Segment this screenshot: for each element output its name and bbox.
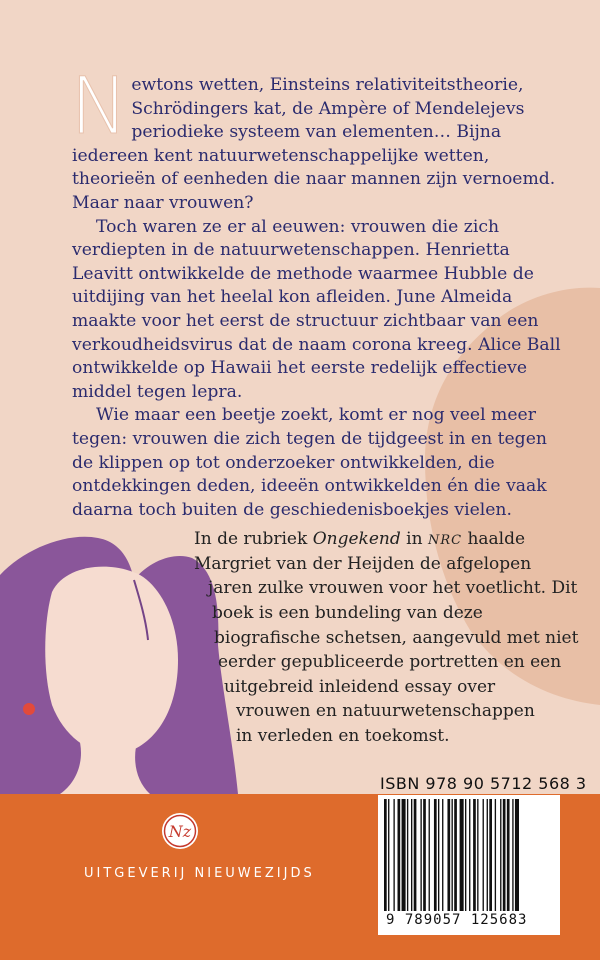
- barcode-bar: [434, 799, 437, 911]
- barcode: [378, 795, 560, 935]
- about-line-1-part-c: in: [400, 529, 428, 549]
- about-line-6: eerder gepubliceerde portretten en een: [218, 652, 562, 672]
- about-column-name: Ongekend: [312, 529, 401, 549]
- barcode-bar: [414, 799, 417, 911]
- intro-text: [70, 62, 572, 522]
- barcode-bars: [384, 799, 554, 911]
- barcode-bar: [423, 799, 426, 911]
- barcode-bar: [473, 799, 476, 911]
- barcode-bar: [500, 799, 501, 911]
- barcode-bar: [515, 799, 519, 911]
- barcode-bar: [469, 799, 470, 911]
- barcode-bar: [420, 799, 421, 911]
- about-line-4: boek is een bundeling van deze: [212, 603, 483, 623]
- barcode-bar: [393, 799, 394, 911]
- about-line-7: uitgebreid inleidend essay over: [224, 677, 496, 697]
- publisher-logo-text: Nz: [168, 822, 192, 841]
- barcode-bar: [411, 799, 412, 911]
- barcode-bar: [447, 799, 450, 911]
- woman-portrait-illustration: [0, 537, 238, 794]
- about-line-1-part-e: haalde: [462, 529, 526, 549]
- barcode-bar: [398, 799, 401, 911]
- publisher-logo: [161, 812, 199, 850]
- earring-dot: [23, 703, 35, 715]
- intro-paragraph-3: Wie maar een beetje zoekt, komt er nog veel meer tegen: vrouwen die zich tegen de tijdgeest in en tegen de klippen op tot onderzoeker ontwikkelden, die ontdekkingen deden, ideeën ontwikkelden én die vaak daarna toch buiten de geschiedenisboekjes vielen.: [72, 405, 547, 520]
- barcode-bar: [507, 799, 510, 911]
- barcode-bar: [442, 799, 443, 911]
- barcode-bar: [407, 799, 408, 911]
- about-line-2: Margriet van der Heijden de afgelopen: [194, 554, 532, 574]
- barcode-bar: [402, 799, 406, 911]
- about-line-1-part-a: In de rubriek: [194, 529, 313, 549]
- barcode-bar: [495, 799, 496, 911]
- barcode-bar: [429, 799, 430, 911]
- about-line-1: [194, 529, 525, 549]
- barcode-bar: [512, 799, 513, 911]
- barcode-bar: [438, 799, 439, 911]
- intro-paragraph-1-text: ewtons wetten, Einsteins relativiteitstheorie, Schrödingers kat, de Ampère of Mendelejevs periodieke systeem van elementen… Bijna iedereen kent natuurwetenschappelijke wetten, theorieën of eenheden die naar mannen zijn vernoemd. Maar naar vrouwen?: [72, 75, 556, 213]
- about-line-8: vrouwen en natuurwetenschappen: [236, 701, 535, 721]
- barcode-bar: [489, 799, 492, 911]
- intro-paragraph-1: [70, 62, 572, 216]
- isbn-label: ISBN 978 90 5712 568 3: [380, 774, 587, 793]
- barcode-bar: [384, 799, 387, 911]
- barcode-bar: [452, 799, 453, 911]
- publisher-name: UITGEVERIJ NIEUWEZIJDS: [84, 866, 315, 881]
- face-shape: [45, 567, 178, 754]
- barcode-bar: [487, 799, 488, 911]
- about-newspaper-name: NRC: [427, 533, 463, 548]
- barcode-bar: [503, 799, 506, 911]
- barcode-bar: [483, 799, 484, 911]
- barcode-digits: 9 789057 125683: [386, 912, 528, 928]
- about-line-9: in verleden en toekomst.: [236, 726, 450, 746]
- barcode-bar: [460, 799, 464, 911]
- barcode-bar: [454, 799, 457, 911]
- barcode-bar: [477, 799, 478, 911]
- about-line-5: biografische schetsen, aangevuld met niet: [214, 628, 579, 648]
- barcode-bar: [388, 799, 389, 911]
- about-line-3: jaren zulke vrouwen voor het voetlicht. Dit: [208, 578, 578, 598]
- barcode-bar: [465, 799, 466, 911]
- intro-paragraph-2: Toch waren ze er al eeuwen: vrouwen die zich verdiepten in de natuurwetenschappen. Henrietta Leavitt ontwikkelde de methode waarmee Hubble de uitdijing van het heelal kon afleiden. June Almeida maakte voor het eerst de structuur zichtbaar van een verkoudheidsvirus dat de naam corona kreeg. Alice Ball ontwikkelde op Hawaii het eerste redelijk effectieve middel tegen lepra.: [72, 216, 561, 402]
- drop-cap: N: [70, 62, 129, 152]
